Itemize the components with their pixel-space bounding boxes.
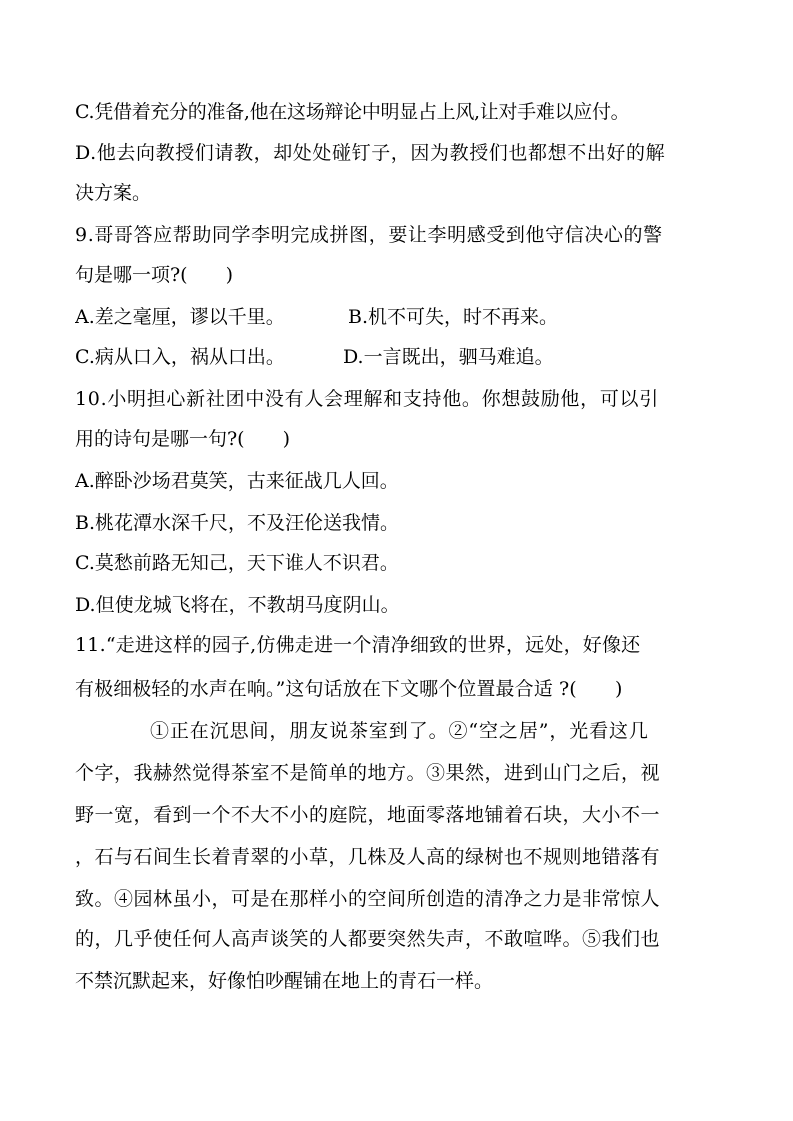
- q9-options-ab: [75, 302, 718, 332]
- q11-passage-line: 的，几乎使任何人高声谈笑的人都要突然失声，不敢喧哗。⑤我们也: [75, 928, 661, 950]
- q10-stem-line2: 用的诗句是哪一句?( ): [75, 428, 291, 450]
- q10-option-b: B.桃花潭水深千尺，不及汪伦送我情。: [75, 512, 400, 534]
- q11-passage-line: 致。④园林虽小，可是在那样小的空间所创造的清净之力是非常惊人: [75, 888, 661, 910]
- q11-passage-line: 个字，我赫然觉得茶室不是简单的地方。③果然，进到山门之后，视: [75, 762, 661, 784]
- q11-passage-line: ，石与石间生长着青翠的小草，几株及人高的绿树也不规则地错落有: [75, 846, 661, 868]
- q9-option-d: D.一言既出，驷马难追。: [343, 346, 554, 368]
- q10-option-a: A.醉卧沙场君莫笑，古来征战几人回。: [75, 470, 399, 492]
- q10-option-c: C.莫愁前路无知己，天下谁人不识君。: [75, 552, 399, 574]
- q9-stem-line2: 句是哪一项?( ): [75, 264, 234, 286]
- q8-option-c: C.凭借着充分的准备,他在这场辩论中明显占上风,让对手难以应付。: [75, 101, 630, 123]
- q9-option-c: C.病从口入，祸从口出。: [75, 346, 285, 368]
- q11-stem-line2: 有极细极轻的水声在响。”这句话放在下文哪个位置最合适 ?( ): [75, 678, 623, 700]
- q10-option-d: D.但使龙城飞将在，不教胡马度阴山。: [75, 594, 400, 616]
- q10-stem-line1: 10.小明担心新社团中没有人会理解和支持他。你想鼓励他，可以引: [75, 388, 659, 410]
- q8-option-d-line2: 决方案。: [75, 182, 152, 204]
- q9-option-a: A.差之毫厘，谬以千里。: [75, 306, 285, 328]
- q9-options-cd: [75, 342, 718, 372]
- q11-passage-line: 不禁沉默起来，好像怕吵醒铺在地上的青石一样。: [75, 970, 494, 992]
- q9-stem-line1: 9.哥哥答应帮助同学李明完成拼图，要让李明感受到他守信决心的警: [75, 224, 663, 246]
- q11-passage-line: ①正在沉思间，朋友说茶室到了。②“空之居”，光看这几: [150, 720, 649, 742]
- q11-stem-line1: 11.“走进这样的园子,仿佛走进一个清净细致的世界，远处，好像还: [75, 634, 641, 656]
- q11-passage-line: 野一宽，看到一个不大不小的庭院，地面零落地铺着石块，大小不一: [75, 804, 661, 826]
- q9-option-b: B.机不可失，时不再来。: [348, 306, 559, 328]
- q8-option-d-line1: D.他去向教授们请教，却处处碰钉子，因为教授们也都想不出好的解: [75, 142, 666, 164]
